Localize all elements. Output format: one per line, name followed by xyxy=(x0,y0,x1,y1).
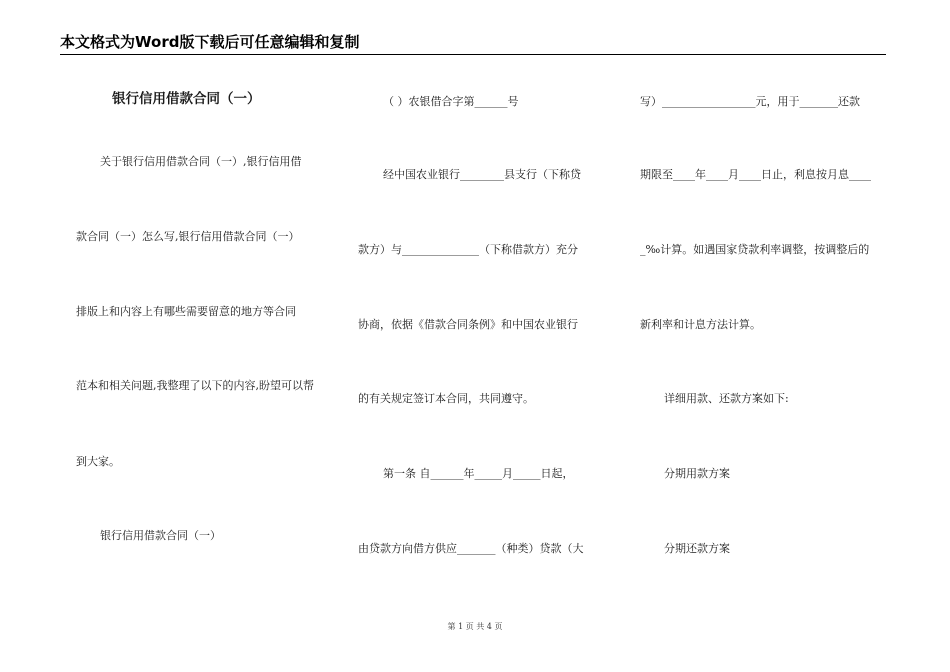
paragraph-line: 款方）与______________（下称借款方）充分 xyxy=(358,243,578,256)
paragraph-line: 详细用款、还款方案如下: xyxy=(664,392,789,405)
page-footer: 第 1 页 共 4 页 xyxy=(447,622,503,631)
paragraph-line: 经中国农业银行________县支行（下称贷 xyxy=(383,168,581,181)
paragraph-line: 写）_________________元，用于_______还款 xyxy=(640,95,860,108)
paragraph-line: 范本和相关问题,我整理了以下的内容,盼望可以帮 xyxy=(76,379,314,392)
contract-number-line: （ ）农银借合字第______号 xyxy=(383,95,519,108)
article-line: 第一条 自______年_____月_____日起， xyxy=(383,467,574,480)
header-title: 本文格式为Word版下载后可任意编辑和复制 xyxy=(60,33,360,51)
plan-heading: 分期还款方案 xyxy=(664,542,730,555)
paragraph-line: 关于银行信用借款合同（一）,银行信用借 xyxy=(100,155,302,168)
paragraph-line: 排版上和内容上有哪些需要留意的地方等合同 xyxy=(76,305,296,318)
document-title: 银行信用借款合同（一） xyxy=(112,91,261,107)
paragraph-line: _‰计算。如遇国家贷款利率调整，按调整后的 xyxy=(640,243,870,256)
paragraph-line: 款合同（一）怎么写,银行信用借款合同（一） xyxy=(76,230,300,243)
page-header xyxy=(60,32,886,55)
paragraph-line: 协商，依据《借款合同条例》和中国农业银行 xyxy=(358,318,578,331)
paragraph-line: 期限至____年____月____日止，利息按月息____ xyxy=(640,168,871,181)
paragraph-line: 新利率和计息方法计算。 xyxy=(640,318,761,331)
paragraph-line: 到大家。 xyxy=(76,455,120,468)
paragraph-line: 由贷款方向借方供应_______（种类）贷款（大 xyxy=(358,542,584,555)
plan-heading: 分期用款方案 xyxy=(664,467,730,480)
paragraph-line: 的有关规定签订本合同，共同遵守。 xyxy=(358,392,534,405)
section-heading: 银行信用借款合同（一） xyxy=(100,529,221,542)
